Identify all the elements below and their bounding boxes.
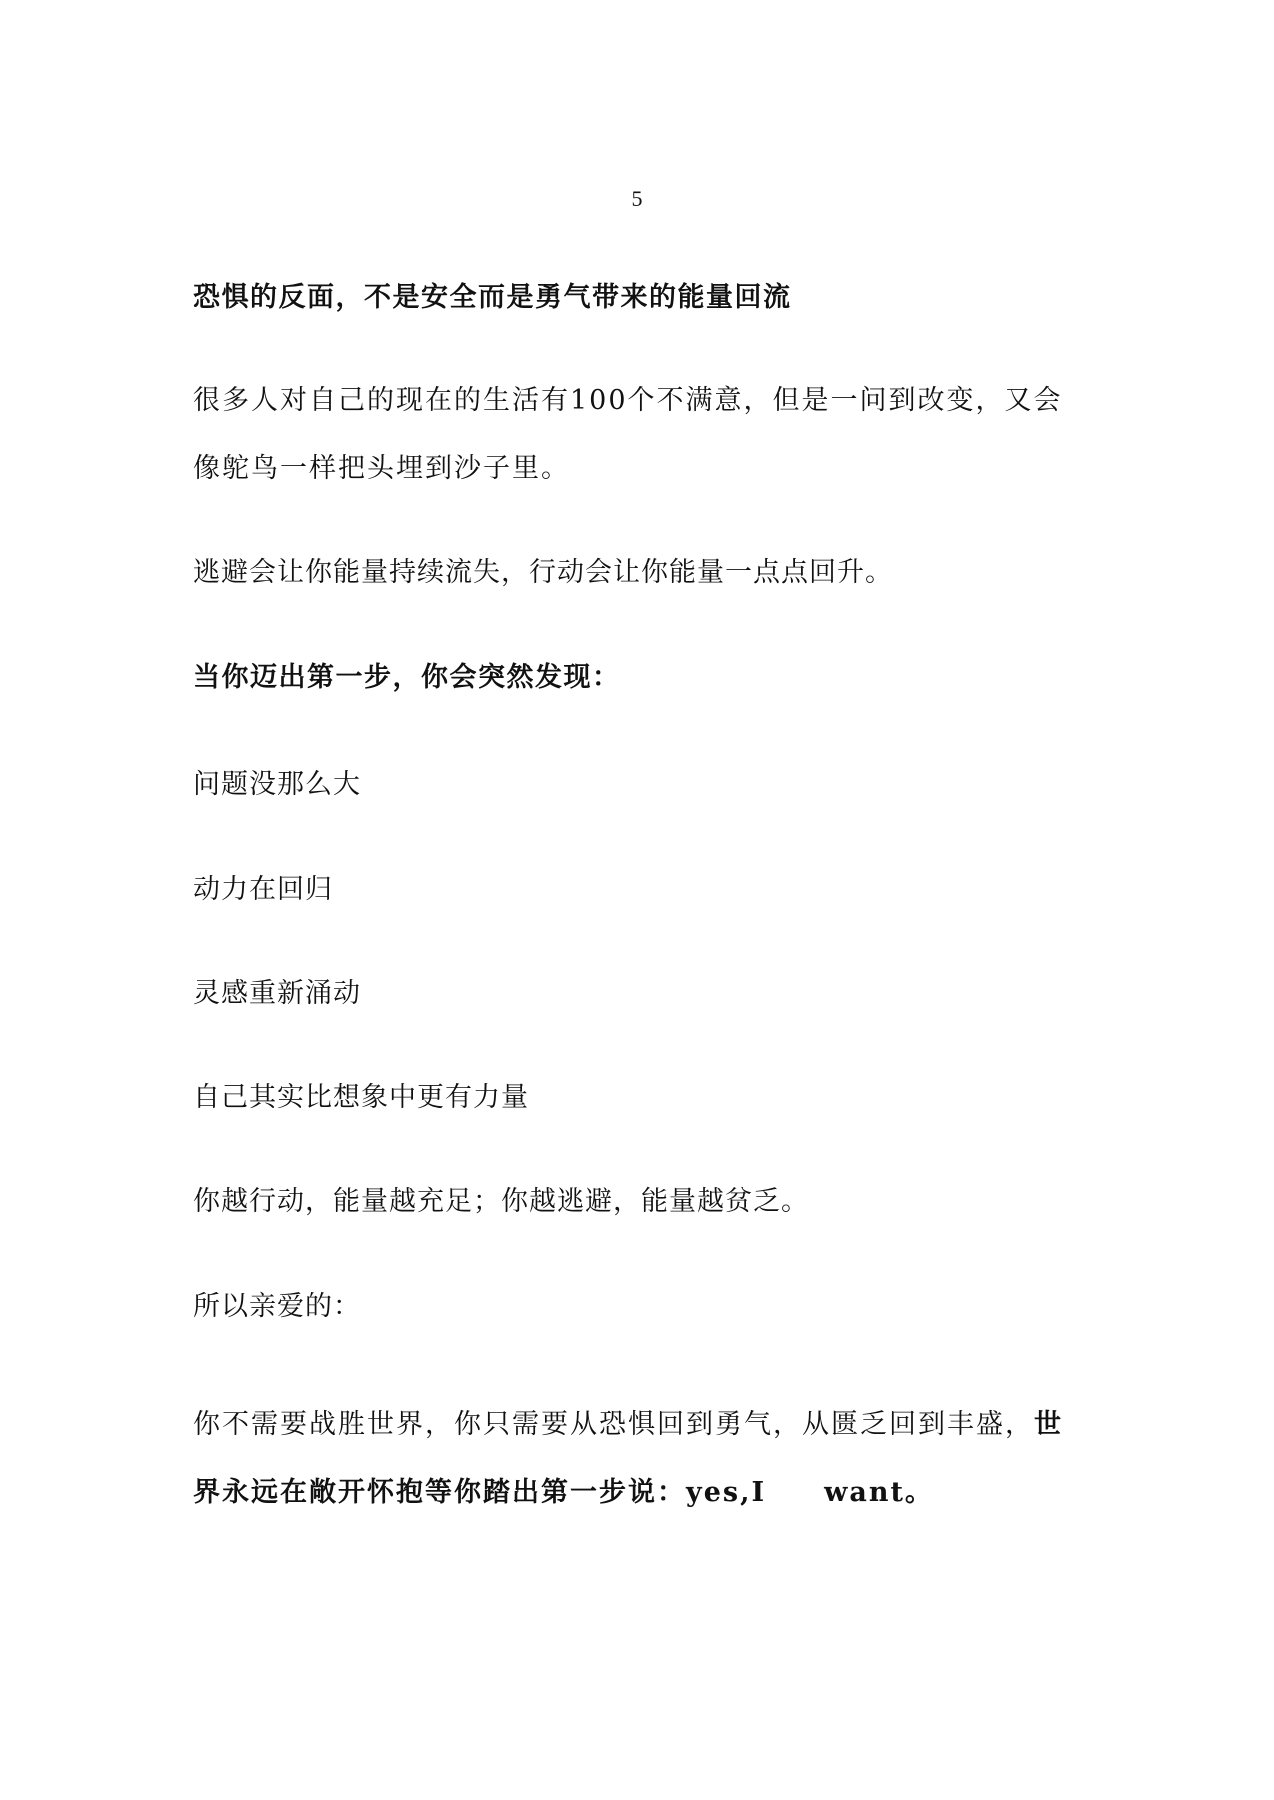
- closing-bold-text: 世界永远在敞开怀抱等你踏出第一步说：yes,I want。: [193, 1409, 1063, 1508]
- list-item-inspiration: 灵感重新涌动: [193, 978, 361, 1009]
- list-item-motivation: 动力在回归: [193, 874, 333, 905]
- paragraph-dear: 所以亲爱的：: [193, 1291, 361, 1322]
- closing-normal-text: 你不需要战胜世界，你只需要从恐惧回到勇气，从匮乏回到丰盛，: [193, 1409, 1034, 1440]
- closing-paragraph: [193, 1391, 1083, 1527]
- paragraph-avoidance: 逃避会让你能量持续流失，行动会让你能量一点点回升。: [193, 557, 893, 588]
- page-number: 5: [631, 186, 643, 211]
- list-item-strength: 自己其实比想象中更有力量: [193, 1082, 529, 1113]
- subheading-first-step: 当你迈出第一步，你会突然发现：: [193, 662, 621, 693]
- paragraph-action-energy: 你越行动，能量越充足；你越逃避，能量越贫乏。: [193, 1186, 809, 1217]
- section-heading: 恐惧的反面，不是安全而是勇气带来的能量回流: [193, 282, 792, 313]
- list-item-problem: 问题没那么大: [193, 769, 361, 800]
- paragraph-dissatisfaction: 很多人对自己的现在的生活有100个不满意，但是一问到改变，又会像鸵鸟一样把头埋到沙子里。: [193, 385, 1063, 484]
